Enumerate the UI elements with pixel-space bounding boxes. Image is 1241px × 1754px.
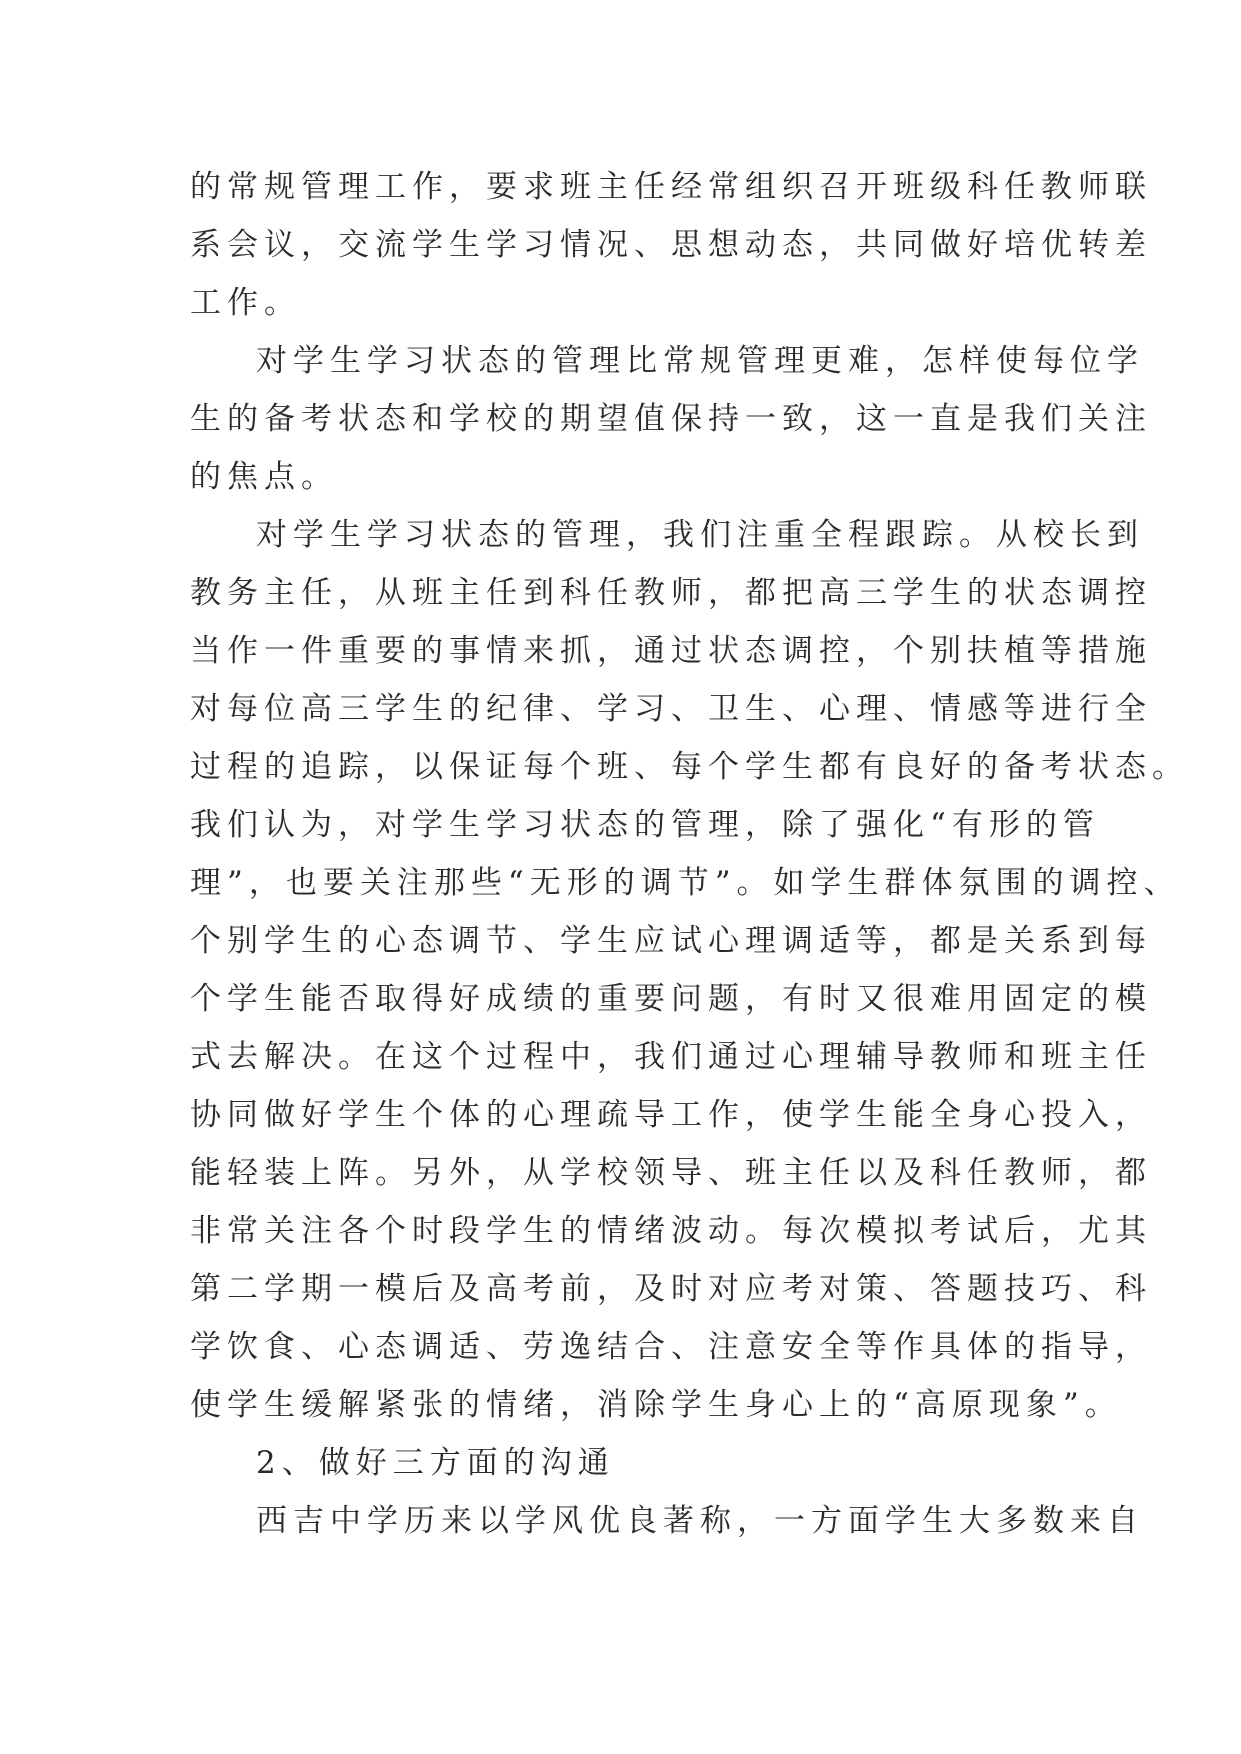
text-line: 使学生缓解紧张的情绪，消除学生身心上的“高原现象”。 <box>190 1387 1122 1423</box>
text-line: 的焦点。 <box>190 459 338 495</box>
text-line: 我们认为，对学生学习状态的管理，除了强化“有形的管 <box>190 807 1100 843</box>
text-line: 当作一件重要的事情来抓，通过状态调控，个别扶植等措施 <box>190 633 1152 669</box>
text-line: 非常关注各个时段学生的情绪波动。每次模拟考试后，尤其 <box>190 1213 1152 1249</box>
text-line: 个别学生的心态调节、学生应试心理调适等，都是关系到每 <box>190 923 1152 959</box>
text-line: 对学生学习状态的管理比常规管理更难，怎样使每位学 <box>256 343 1144 379</box>
text-line: 个学生能否取得好成绩的重要问题，有时又很难用固定的模 <box>190 981 1152 1017</box>
text-line: 理”，也要关注那些“无形的调节”。如学生群体氛围的调控、 <box>190 865 1181 901</box>
text-line: 过程的追踪，以保证每个班、每个学生都有良好的备考状态。 <box>190 749 1189 785</box>
text-line: 学饮食、心态调适、劳逸结合、注意安全等作具体的指导， <box>190 1329 1152 1365</box>
text-line: 第二学期一模后及高考前，及时对应考对策、答题技巧、科 <box>190 1271 1152 1307</box>
section-heading: 2、做好三方面的沟通 <box>256 1445 615 1481</box>
text-line: 西吉中学历来以学风优良著称，一方面学生大多数来自 <box>256 1503 1144 1539</box>
text-line: 教务主任，从班主任到科任教师，都把高三学生的状态调控 <box>190 575 1152 611</box>
text-line: 的常规管理工作，要求班主任经常组织召开班级科任教师联 <box>190 169 1152 205</box>
text-line: 对学生学习状态的管理，我们注重全程跟踪。从校长到 <box>256 517 1144 553</box>
text-line: 系会议，交流学生学习情况、思想动态，共同做好培优转差 <box>190 227 1152 263</box>
text-line: 协同做好学生个体的心理疏导工作，使学生能全身心投入， <box>190 1097 1152 1133</box>
text-line: 对每位高三学生的纪律、学习、卫生、心理、情感等进行全 <box>190 691 1152 727</box>
text-line: 式去解决。在这个过程中，我们通过心理辅导教师和班主任 <box>190 1039 1152 1075</box>
body-text <box>190 158 1189 1550</box>
text-line: 能轻装上阵。另外，从学校领导、班主任以及科任教师，都 <box>190 1155 1152 1191</box>
text-line: 工作。 <box>190 285 301 321</box>
text-line: 生的备考状态和学校的期望值保持一致，这一直是我们关注 <box>190 401 1152 437</box>
